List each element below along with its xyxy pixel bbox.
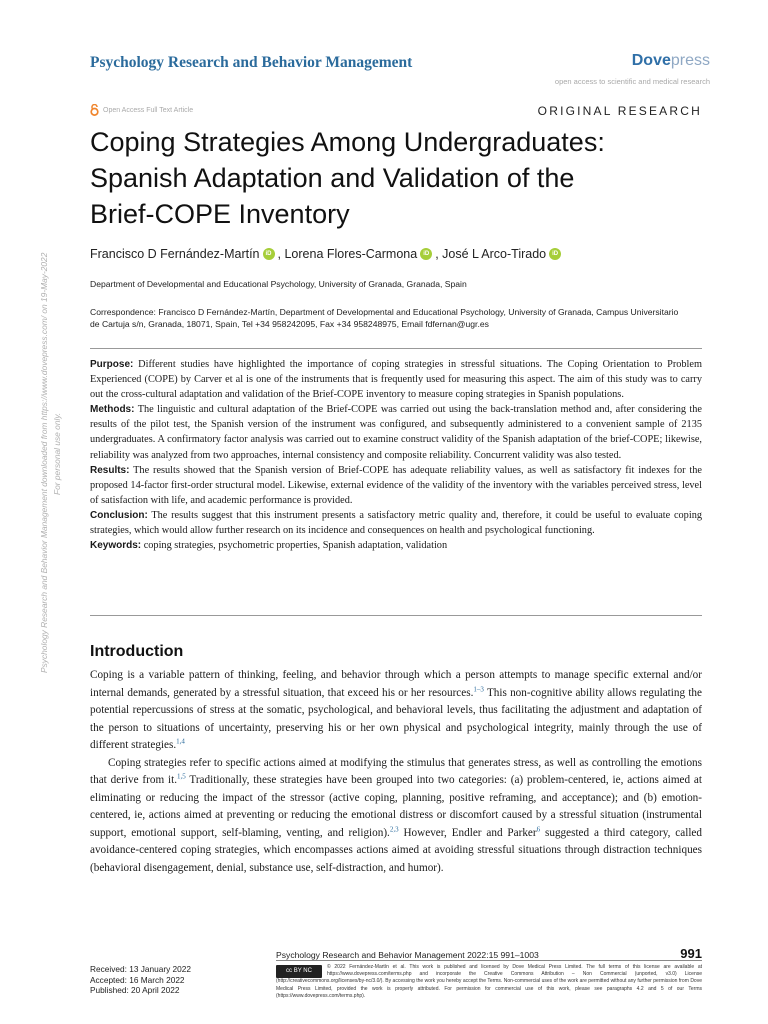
received-date: Received: 13 January 2022 (90, 964, 192, 974)
citation-ref[interactable]: 1–3 (473, 684, 484, 693)
orcid-icon[interactable]: iD (263, 248, 275, 260)
abstract-purpose: Different studies have highlighted the importance of coping strategies in stressful situations. The Coping Orientation to Problem Experienced (COPE) by Carver et al is one of the instruments that is frequently used for measuring this aspect. The aim of this study was to carry out the cross-cultural adaptation and validation of the Brief-COPE inventory to measure coping strategies in Spanish populations. (90, 359, 702, 401)
abstract-results-label: Results: (90, 464, 130, 476)
author-separator: , (435, 247, 439, 261)
paragraph (90, 755, 702, 878)
license-notice (276, 964, 702, 1000)
author-name[interactable]: José L Arco-Tirado (442, 247, 547, 261)
accepted-date: Accepted: 16 March 2022 (90, 974, 185, 985)
open-access-label (90, 104, 193, 116)
abstract-conclusion: The results suggest that this instrument presents a satisfactory metric quality and, therefore, it could be useful to evaluate coping strategies, which would allow further research on its incidence and consequences on health and psychological functioning. (90, 509, 702, 537)
abstract-top-rule (90, 348, 702, 349)
keywords-label: Keywords: (90, 540, 142, 552)
orcid-icon[interactable]: iD (420, 248, 432, 260)
citation-ref[interactable]: 1,4 (176, 737, 185, 746)
citation-ref[interactable]: 6 (536, 824, 541, 833)
author-name[interactable]: Lorena Flores-Carmona (284, 247, 418, 261)
title-line: Spanish Adaptation and Validation of the (90, 163, 575, 193)
text: suggested a third category, called avoidance-centered coping strategies, which encompasses actions aimed at avoiding stressful situations through distraction techniques (behavioral disengagement, denial, substance use, self-distraction, and humor). (90, 826, 702, 874)
watermark-line-2: For personal use only. (52, 412, 62, 495)
abstract-methods-label: Methods: (90, 404, 135, 416)
title-line: Coping Strategies Among Undergraduates: (90, 127, 605, 157)
text: Coping is a variable pattern of thinking, feeling, and behavior through which a person attempts to manage specific external and/or internal demands, generated by a stressful situation, that exceed his or her resources. (90, 669, 702, 699)
abstract-results: The results showed that the Spanish version of Brief-COPE has adequate reliability values, as well as satisfactory fit indexes for the proposed 14-factor first-order structural model. Likewise, external evidence of the validity of the inventory with the variables perceived stress, level of satisfaction with life, and academic performance is provided. (90, 464, 702, 506)
open-access-icon (90, 104, 99, 116)
watermark-line-1: Psychology Research and Behavior Management downloaded from https://www.dovepress.com/ on 19-May-2022 (39, 252, 49, 673)
brand-bold: Dove (631, 52, 671, 69)
article-type: ORIGINAL RESEARCH (537, 104, 702, 118)
author-name[interactable]: Francisco D Fernández-Martín (90, 247, 260, 261)
abstract-bottom-rule (90, 615, 702, 616)
citation-ref[interactable]: 1,5 (177, 772, 186, 781)
orcid-icon[interactable]: iD (549, 248, 561, 260)
text: Traditionally, these strategies have been grouped into two categories: (a) problem-centered, ie, actions aimed at eliminating or reducing the impact of the stressor (active coping, planning, positive reframing, and acceptance); and (b) emotion-centered, ie, actions aimed at preventing or reducing the emotional distress or discomfort caused by a stressful situation (instrumental support, emotional support, self-blaming, venting, and religion). (90, 774, 702, 839)
abstract-purpose-label: Purpose: (90, 359, 134, 370)
affiliation: Department of Developmental and Educational Psychology, University of Granada, Granada, Spain (90, 279, 467, 289)
open-access-text: Open Access Full Text Article (103, 106, 194, 114)
cc-license-icon[interactable]: cc BY NC (276, 965, 322, 978)
abstract (90, 357, 702, 553)
text: Coping strategies refer to specific actions aimed at modifying the stimulus that generates stress, as well as controlling the emotions that derive from it. (90, 756, 702, 786)
citation-ref[interactable]: 2,3 (389, 824, 399, 833)
license-text: © 2022 Fernández-Martín et al. This work is published and licensed by Dove Medical Press Limited. The full terms of this license are available at https://www.dovepress.com/terms.php and incorporate the Creative Commons Attribution – Non Commercial (unported, v3.0) License (http://creativecommons.org/licenses/by-nc/3.0/). By accessing the work you hereby accept the Terms. Non-commercial uses of the work are permitted without any further permission from Dove Medical Press Limited, provided the work is properly attributed. For permission for commercial use of this work, please see paragraphs 4.2 and 5 of our Terms (https://www.dovepress.com/terms.php). (276, 964, 702, 999)
download-watermark (38, 185, 66, 675)
keywords: coping strategies, psychometric properties, Spanish adaptation, validation (143, 540, 448, 552)
introduction-body (90, 667, 702, 877)
abstract-methods: The linguistic and cultural adaptation of the Brief-COPE was carried out using the back-translation method and, after considering the results of the pilot test, the Spanish version of the instrument was configured, and subsequently administered to a convenient sample of 2135 undergraduates. A confirmatory factor analysis was carried out to examine construct validity of the Spanish adaptation of the brief-COPE; likewise, reliability was analyzed from two approaches, internal consistency and composite reliability. Concurrent validity was also tested. (90, 404, 703, 461)
journal-title[interactable]: Psychology Research and Behavior Management (90, 54, 413, 71)
paragraph (90, 667, 702, 755)
footer-citation: Psychology Research and Behavior Management 2022:15 991–1003 (276, 950, 539, 960)
article-title (90, 124, 690, 232)
brand-light: press (670, 52, 710, 69)
published-date: Published: 20 April 2022 (90, 985, 180, 995)
abstract-conclusion-label: Conclusion: (90, 509, 148, 521)
publisher-tagline: open access to scientific and medical research (554, 77, 710, 86)
author-list (90, 247, 564, 261)
dovepress-logo[interactable] (632, 52, 710, 70)
title-line: Brief-COPE Inventory (90, 199, 350, 229)
text: However, Endler and Parker (398, 826, 537, 839)
article-dates (90, 964, 191, 996)
correspondence: Correspondence: Francisco D Fernández-Martín, Department of Developmental and Educational Psychology, University of Granada, Campus Universitario de Cartuja s/n, Granada, 18071, Spain, Tel +34 958242095, Fax +34 958248975, Email fdfernan@ugr.es (90, 307, 679, 329)
footer-rule (276, 960, 702, 961)
section-heading-introduction: Introduction (90, 643, 184, 660)
text: This non-cognitive ability allows regulating the potential repercussions of stress at the somatic, psychological, and behavioral levels, thus facilitating the adjustment and adaptation of the person to situations of uncertainty, preserving his or her own physical and psychological integrity, mainly through the use of different strategies. (90, 686, 702, 751)
author-separator: , (277, 247, 281, 261)
page-number: 991 (680, 946, 702, 961)
